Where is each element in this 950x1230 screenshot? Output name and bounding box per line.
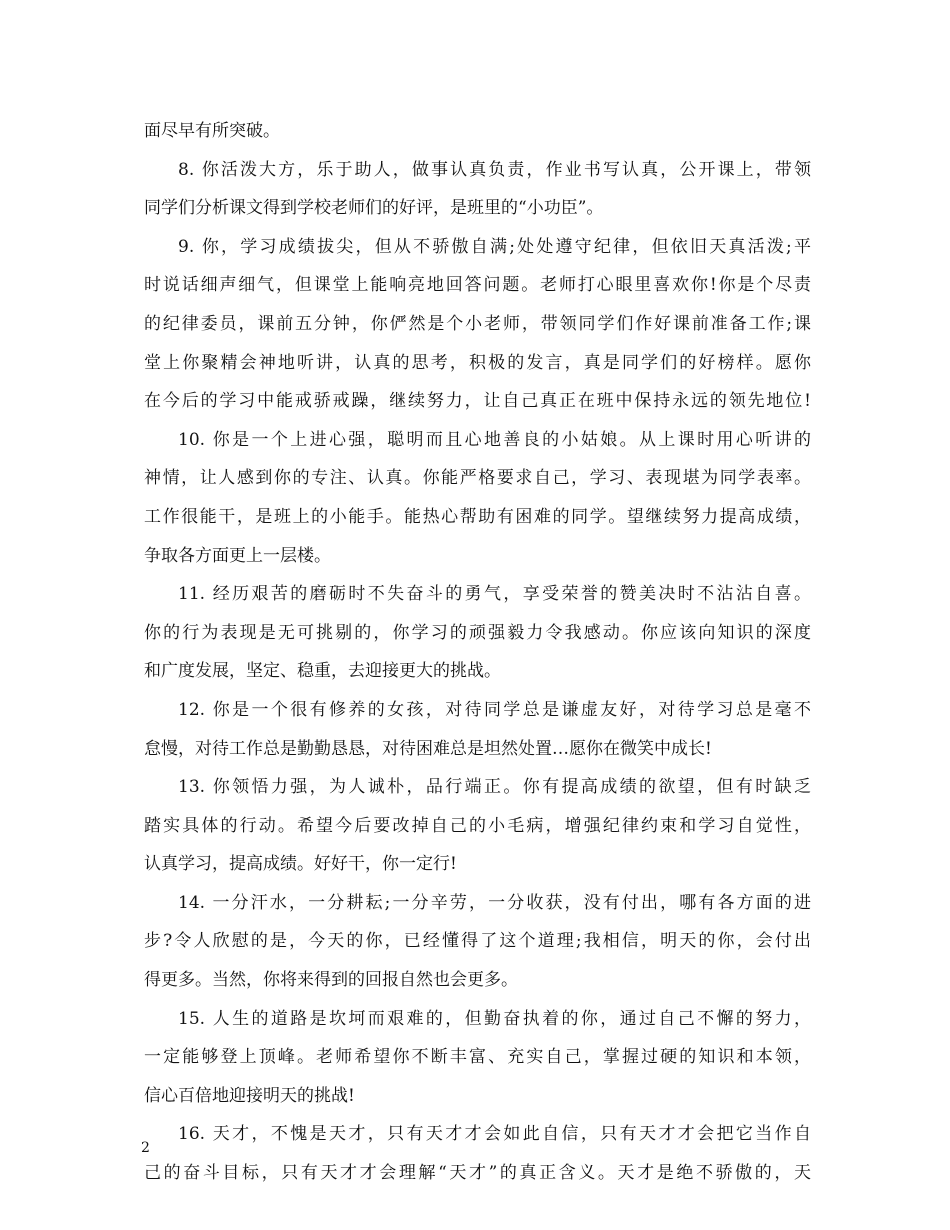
text-line: 怠慢，对待工作总是勤勤恳恳，对待困难总是坦然处置…愿你在微笑中成长! — [144, 738, 712, 759]
body-text — [144, 112, 811, 1193]
page-number: 2 — [141, 1140, 150, 1156]
text-line: 踏实具体的行动。希望今后要改掉自己的小毛病，增强纪律约束和学习自觉性， — [144, 815, 811, 836]
text-line: 10. 你是一个上进心强，聪明而且心地善良的小姑娘。从上课时用心听讲的 — [178, 429, 811, 450]
text-line: 一定能够登上顶峰。老师希望你不断丰富、充实自己，掌握过硬的知识和本领， — [144, 1047, 811, 1068]
text-line: 认真学习，提高成绩。好好干，你一定行! — [144, 854, 457, 875]
text-line: 12. 你是一个很有修养的女孩，对待同学总是谦虚友好，对待学习总是毫不 — [178, 699, 811, 720]
text-line: 时说话细声细气，但课堂上能响亮地回答问题。老师打心眼里喜欢你!你是个尽责 — [144, 275, 811, 296]
text-line: 9. 你，学习成绩拔尖，但从不骄傲自满;处处遵守纪律，但依旧天真活泼;平 — [178, 236, 811, 257]
text-line: 己的奋斗目标，只有天才才会理解“天才”的真正含义。天才是绝不骄傲的，天 — [144, 1163, 811, 1184]
text-line: 神情，让人感到你的专注、认真。你能严格要求自己，学习、表现堪为同学表率。 — [144, 468, 811, 489]
text-line: 同学们分析课文得到学校老师们的好评，是班里的“小功臣”。 — [144, 198, 604, 219]
text-line: 15. 人生的道路是坎坷而艰难的，但勤奋执着的你，通过自己不懈的努力， — [178, 1008, 811, 1029]
text-line: 8. 你活泼大方，乐于助人，做事认真负责，作业书写认真，公开课上，带领 — [178, 159, 811, 180]
text-line: 信心百倍地迎接明天的挑战! — [144, 1085, 355, 1106]
text-line: 你的行为表现是无可挑剔的，你学习的顽强毅力令我感动。你应该向知识的深度 — [144, 622, 811, 643]
text-line: 14. 一分汗水，一分耕耘;一分辛劳，一分收获，没有付出，哪有各方面的进 — [178, 892, 811, 913]
text-line: 工作很能干，是班上的小能手。能热心帮助有困难的同学。望继续努力提高成绩， — [144, 506, 811, 527]
text-line: 和广度发展，坚定、稳重，去迎接更大的挑战。 — [144, 661, 501, 682]
text-line: 争取各方面更上一层楼。 — [144, 545, 331, 566]
text-line: 堂上你聚精会神地听讲，认真的思考，积极的发言，真是同学们的好榜样。愿你 — [144, 352, 811, 373]
text-line: 11. 经历艰苦的磨砺时不失奋斗的勇气，享受荣誉的赞美决时不沾沾自喜。 — [178, 584, 811, 605]
text-line: 面尽早有所突破。 — [144, 121, 280, 141]
text-line: 的纪律委员，课前五分钟，你俨然是个小老师，带领同学们作好课前准备工作;课 — [144, 313, 811, 334]
text-line: 得更多。当然，你将来得到的回报自然也会更多。 — [144, 970, 518, 991]
text-line: 步?令人欣慰的是，今天的你，已经懂得了这个道理;我相信，明天的你，会付出 — [144, 931, 811, 952]
text-line: 16. 天才，不愧是天才，只有天才才会如此自信，只有天才才会把它当作自 — [178, 1124, 811, 1145]
text-line: 在今后的学习中能戒骄戒躁，继续努力，让自己真正在班中保持永远的领先地位! — [144, 391, 811, 412]
text-line: 13. 你领悟力强，为人诚朴，品行端正。你有提高成绩的欲望，但有时缺乏 — [178, 777, 811, 798]
